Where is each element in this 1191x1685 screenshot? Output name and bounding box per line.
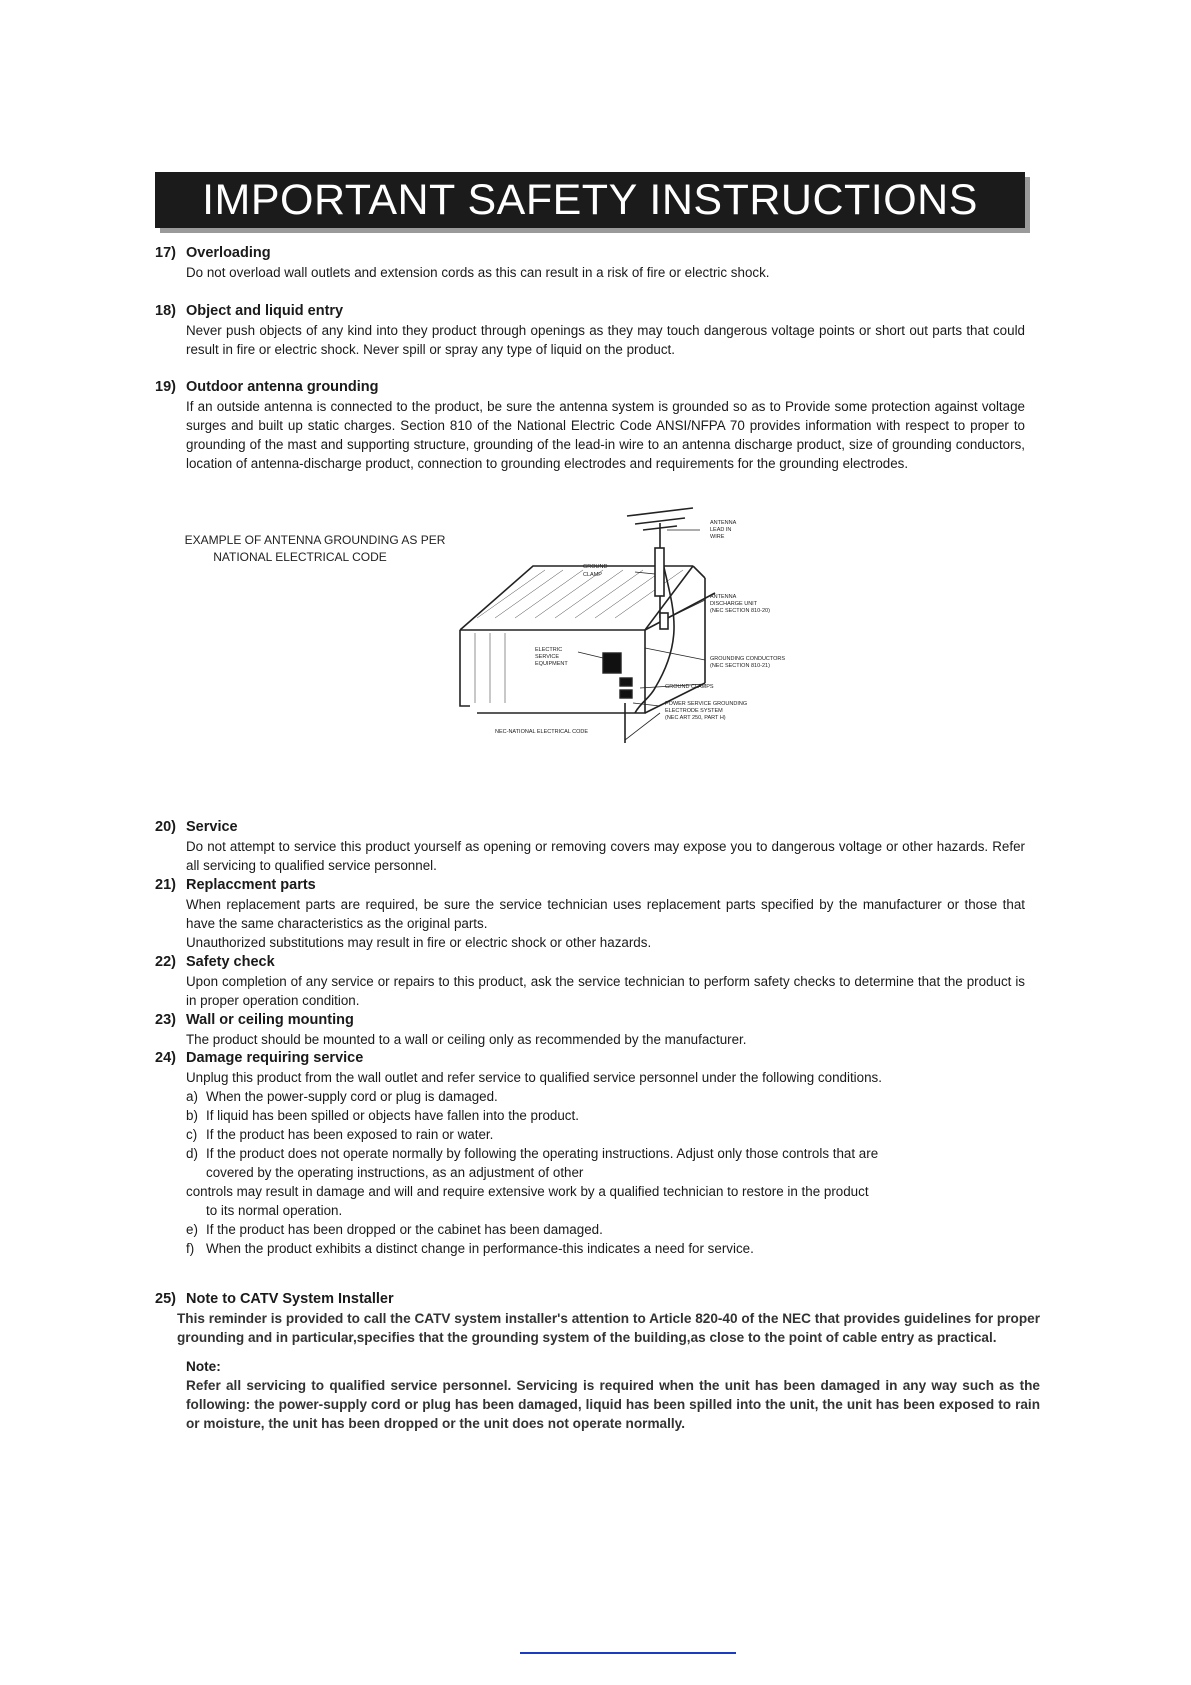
footer-link-underline[interactable] — [520, 1652, 736, 1654]
section-title: Note to CATV System Installer — [186, 1291, 394, 1307]
section-20 — [155, 818, 1025, 875]
section-title: Damage requiring service — [186, 1050, 364, 1066]
section-number: 20) — [155, 819, 176, 835]
label-discharge-1: ANTENNA — [710, 594, 737, 600]
section-25 — [155, 1290, 1040, 1433]
label-antenna-lead-1: ANTENNA — [710, 520, 737, 526]
section-22 — [155, 953, 1025, 1010]
label-antenna-lead-3: WIRE — [710, 534, 725, 540]
section-title: Wall or ceiling mounting — [186, 1012, 354, 1028]
condition-d-line2: covered by the operating instructions, as an adjustment of other — [206, 1165, 584, 1180]
section-number: 18) — [155, 303, 176, 319]
condition-f: f) When the product exhibits a distinct change in performance-this indicates a need for service. — [186, 1241, 754, 1256]
label-discharge-2: DISCHARGE UNIT — [710, 601, 758, 607]
section-24 — [155, 1049, 1025, 1258]
section-body: Never push objects of any kind into they product through openings as they may touch dangerous voltage points or short out parts that could result in fire or electric shock. Never spill or spray any type of liquid on the product. — [186, 323, 1025, 357]
section-number: 23) — [155, 1012, 176, 1028]
label-ground-clamp-2: CLAMP — [583, 572, 602, 578]
page-title: IMPORTANT SAFETY INSTRUCTIONS — [155, 172, 1025, 228]
section-number: 22) — [155, 954, 176, 970]
section-number: 17) — [155, 245, 176, 261]
electric-service-box — [603, 653, 632, 698]
condition-c: c) If the product has been exposed to rain or water. — [186, 1127, 494, 1142]
label-nec: NEC-NATIONAL ELECTRICAL CODE — [495, 729, 589, 735]
label-ground-clamps: GROUND CLAMPS — [665, 684, 714, 690]
condition-d: d) If the product does not operate normally by following the operating instructions. Adjust only those controls that are — [186, 1146, 879, 1161]
roof-texture — [477, 570, 683, 618]
condition-d-line3: controls may result in damage and will and require extensive work by a qualified technician to restore in the product — [186, 1184, 869, 1199]
note-title: Note: — [186, 1359, 221, 1374]
section-number: 24) — [155, 1050, 176, 1066]
house-drawing — [460, 566, 715, 713]
section-title: Service — [186, 819, 238, 835]
condition-e: e) If the product has been dropped or the cabinet has been damaged. — [186, 1222, 603, 1237]
section-body-2: Unauthorized substitutions may result in fire or electric shock or other hazards. — [186, 935, 652, 950]
label-antenna-lead-2: LEAD IN — [710, 527, 732, 533]
diagram-title-line2: NATIONAL ELECTRICAL CODE — [213, 550, 387, 564]
label-electric-2: SERVICE — [535, 654, 560, 660]
label-electric-1: ELECTRIC — [535, 647, 563, 653]
section-body: When replacement parts are required, be sure the service technician uses replacement parts specified by the manufacturer or those that have the same characteristics as the original parts. — [186, 897, 1025, 931]
section-21 — [155, 876, 1025, 952]
label-conductors-2: (NEC SECTION 810-21) — [710, 663, 770, 669]
section-body: This reminder is provided to call the CATV system installer's attention to Article 820-40 of the NEC that provides guidelines for proper grounding and in particular,specifies that the grounding system of the building,as close to the point of cable entry as practical. — [177, 1311, 1040, 1345]
label-electrode-3: (NEC ART 250, PART H) — [665, 715, 726, 721]
label-electrode-1: POWER SERVICE GROUNDING — [665, 701, 748, 707]
label-electrode-2: ELECTRODE SYSTEM — [665, 708, 723, 714]
section-body: Upon completion of any service or repairs to this product, ask the service technician to perform safety checks to determine that the product is in proper operation condition. — [186, 974, 1025, 1008]
section-19 — [155, 378, 1025, 473]
diagram-title-line1: EXAMPLE OF ANTENNA GROUNDING AS PER — [184, 533, 446, 547]
label-discharge-3: (NEC SECTION 810-20) — [710, 608, 770, 614]
section-number: 19) — [155, 379, 176, 395]
label-electric-3: EQUIPMENT — [535, 661, 568, 667]
section-number: 25) — [155, 1291, 176, 1307]
section-number: 21) — [155, 877, 176, 893]
label-conductors-1: GROUNDING CONDUCTORS — [710, 656, 786, 662]
section-body: Do not attempt to service this product yourself as opening or removing covers may expose you to dangerous voltage or other hazards. Refer all servicing to qualified service personnel. — [186, 839, 1025, 873]
note-body: Refer all servicing to qualified service personnel. Servicing is required when the unit has been damaged in any way such as the following: the power-supply cord or plug has been damaged, liquid has been spilled into the unit, the unit has been exposed to rain or moisture, the unit has been dropped or the unit does not operate normally. — [186, 1378, 1040, 1431]
section-body: The product should be mounted to a wall or ceiling only as recommended by the manufacturer. — [186, 1032, 747, 1047]
section-title: Safety check — [186, 954, 275, 970]
section-17 — [155, 244, 1025, 282]
section-title: Object and liquid entry — [186, 303, 344, 319]
section-body: If an outside antenna is connected to the product, be sure the antenna system is grounded so as to Provide some protection against voltage surges and built up static charges. Section 810 of the National Electric Code ANSI/NFPA 70 provides information with respect to proper to grounding of the mast and supporting structure, grounding of the lead-in wire to an antenna discharge product, size of grounding conductors, location of antenna-discharge product, connection to grounding electrodes and requirements for the grounding electrodes. — [186, 399, 1025, 471]
section-title: Outdoor antenna grounding — [186, 379, 379, 395]
section-body: Unplug this product from the wall outlet and refer service to qualified service personnel under the following conditions. — [186, 1070, 882, 1085]
section-title: Replaccment parts — [186, 877, 316, 893]
section-title: Overloading — [186, 245, 271, 261]
condition-d-line4: to its normal operation. — [206, 1203, 343, 1218]
section-body: Do not overload wall outlets and extension cords as this can result in a risk of fire or electric shock. — [186, 265, 770, 280]
section-23 — [155, 1011, 1025, 1049]
condition-a: a) When the power-supply cord or plug is damaged. — [186, 1089, 498, 1104]
section-18 — [155, 302, 1025, 359]
label-ground-clamp-1: GROUND — [583, 564, 608, 570]
antenna-grounding-diagram — [184, 508, 865, 773]
condition-b: b) If liquid has been spilled or objects have fallen into the product. — [186, 1108, 579, 1123]
